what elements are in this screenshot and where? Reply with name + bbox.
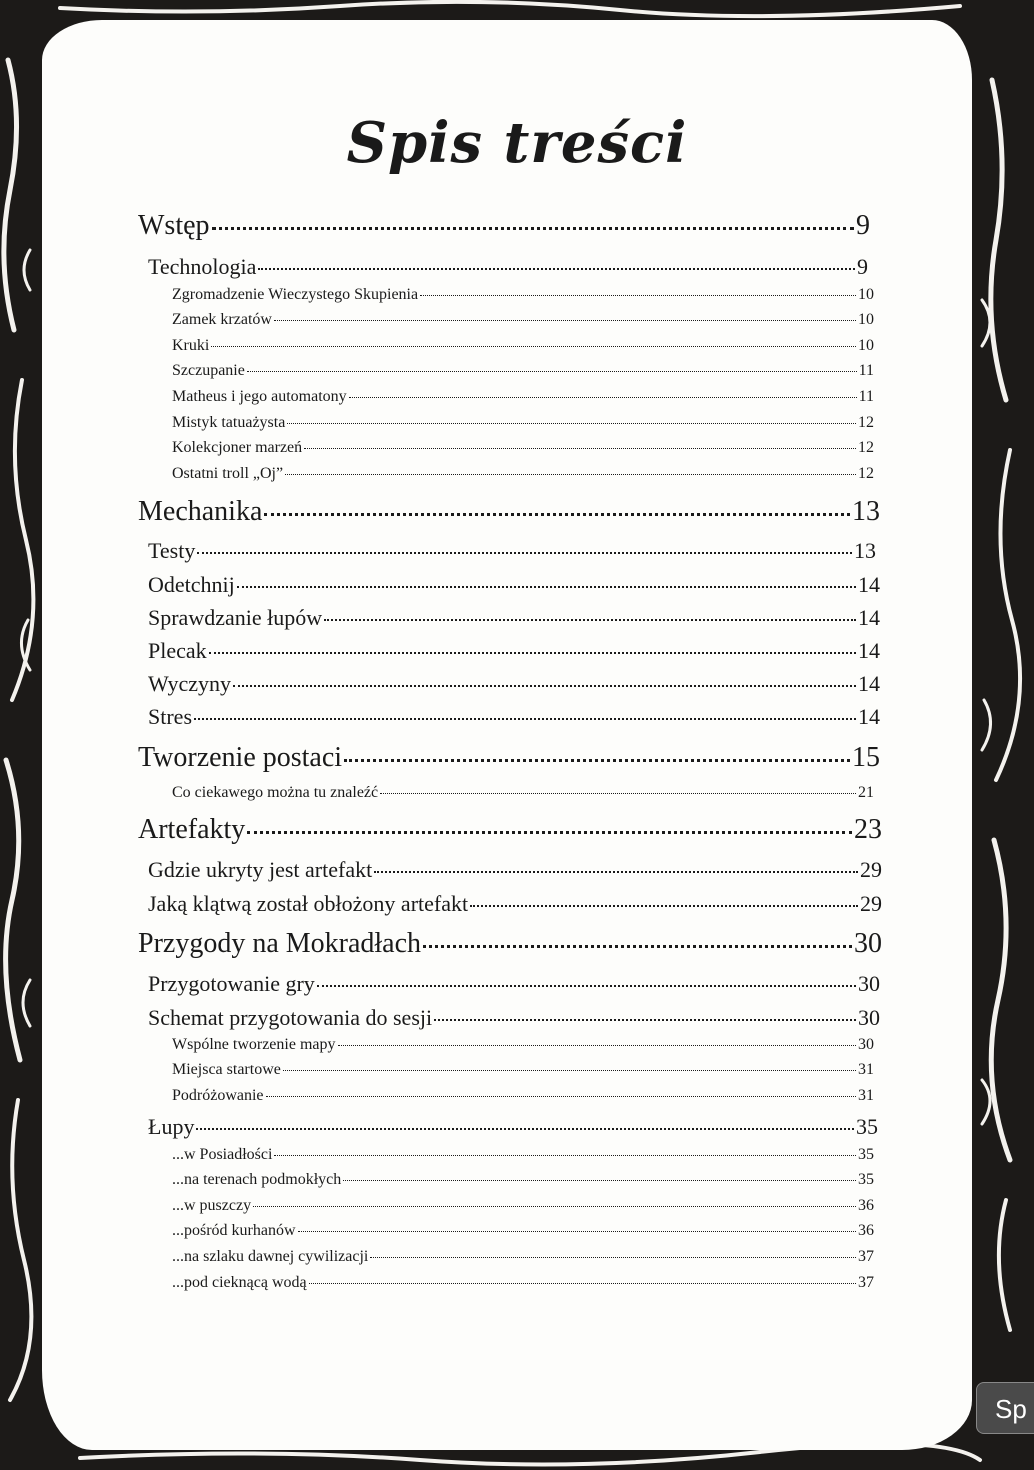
toc-entry[interactable] — [148, 254, 868, 280]
toc-entry-label: Tworzenie postaci — [138, 742, 343, 773]
toc-entry-page: 21 — [858, 784, 874, 801]
dot-leader — [264, 513, 850, 516]
toc-entry-page: 29 — [860, 891, 882, 916]
toc-entry-page: 37 — [858, 1274, 874, 1291]
dot-leader — [374, 871, 858, 873]
dot-leader — [434, 1019, 856, 1021]
toc-entry-page: 35 — [858, 1146, 874, 1163]
toc-entry[interactable] — [172, 388, 874, 406]
dot-leader — [233, 685, 856, 687]
toc-entry-page: 35 — [858, 1171, 874, 1188]
toc-entry[interactable] — [148, 857, 882, 883]
toc-entry-label: Szczupanie — [172, 362, 245, 379]
dot-leader — [247, 831, 852, 834]
dot-leader — [338, 1045, 857, 1046]
toc-entry[interactable] — [138, 928, 882, 960]
toc-entry-label: Ostatni troll „Oj” — [172, 465, 284, 482]
toc-entry[interactable] — [148, 971, 880, 997]
toc-entry-page: 31 — [858, 1087, 874, 1104]
dot-leader — [212, 227, 854, 230]
toc-entry-page: 30 — [858, 1036, 874, 1053]
dot-leader — [370, 1257, 856, 1258]
dot-leader — [274, 1155, 856, 1156]
toc-entry[interactable] — [138, 210, 870, 242]
toc-entry-page: 13 — [852, 496, 880, 527]
dot-leader — [344, 759, 850, 762]
toc-entry-label: Co ciekawego można tu znaleźć — [172, 784, 379, 801]
dot-leader — [420, 295, 856, 296]
toc-entry[interactable] — [172, 1222, 874, 1240]
toc-entry[interactable] — [148, 704, 880, 730]
toc-entry-label: Zgromadzenie Wieczystego Skupienia — [172, 286, 419, 303]
toc-entry[interactable] — [172, 286, 874, 304]
toc-entry[interactable] — [172, 465, 874, 483]
dot-leader — [285, 474, 856, 475]
toc-entry-page: 36 — [858, 1222, 874, 1239]
toc-entry-page: 30 — [858, 971, 880, 996]
dot-leader — [197, 552, 852, 554]
page-title: Spis treści — [346, 110, 688, 176]
dot-leader — [211, 346, 856, 347]
toc-entry-label: Kruki — [172, 337, 210, 354]
dot-leader — [209, 652, 856, 654]
toc-entry-label: Plecak — [148, 638, 207, 663]
toc-entry-label: Artefakty — [138, 814, 246, 845]
toc-entry-label: ...pod cieknącą wodą — [172, 1274, 307, 1291]
toc-entry-page: 12 — [858, 414, 874, 431]
toc-entry-label: Gdzie ukryty jest artefakt — [148, 857, 373, 882]
toc-entry-page: 30 — [858, 1005, 880, 1030]
toc-entry[interactable] — [172, 311, 874, 329]
toc-entry-label: ...w Posiadłości — [172, 1146, 273, 1163]
toc-entry-label: Wstęp — [138, 210, 210, 241]
toc-entry-page: 30 — [854, 928, 882, 959]
toc-entry-label: ...na terenach podmokłych — [172, 1171, 342, 1188]
toc-entry-page: 12 — [858, 465, 874, 482]
toc-entry-label: ...pośród kurhanów — [172, 1222, 296, 1239]
toc-entry[interactable] — [172, 337, 874, 355]
toc-entry-page: 14 — [858, 704, 880, 729]
toc-entry-label: Jaką klątwą został obłożony artefakt — [148, 891, 469, 916]
toc-entry-label: Sprawdzanie łupów — [148, 605, 323, 630]
toc-entry[interactable] — [148, 1114, 878, 1140]
toc-entry-label: Odetchnij — [148, 572, 235, 597]
dot-leader — [253, 1206, 856, 1207]
toc-entry-page: 10 — [858, 286, 874, 303]
dot-leader — [247, 371, 857, 372]
toc-entry[interactable] — [172, 1146, 874, 1164]
toc-entry-label: Matheus i jego automatony — [172, 388, 347, 405]
toc-entry-page: 13 — [854, 538, 876, 563]
toc-entry-page: 14 — [858, 605, 880, 630]
toc-entry-label: Wyczyny — [148, 671, 231, 696]
toc-entry[interactable] — [172, 1087, 874, 1105]
toc-entry-page: 11 — [858, 362, 874, 379]
corner-tab[interactable]: Sp — [976, 1382, 1034, 1434]
toc-entry-label: Technologia — [148, 254, 257, 279]
toc-entry-label: Przygotowanie gry — [148, 971, 315, 996]
toc-entry-label: ...w puszczy — [172, 1197, 252, 1214]
toc-entry-label: Mechanika — [138, 496, 263, 527]
toc-entry[interactable] — [148, 671, 880, 697]
toc-entry-page: 12 — [858, 439, 874, 456]
toc-entry-page: 15 — [852, 742, 880, 773]
toc-entry[interactable] — [172, 1061, 874, 1079]
toc-entry-page: 10 — [858, 311, 874, 328]
toc-entry-label: Podróżowanie — [172, 1087, 264, 1104]
toc-entry[interactable] — [172, 1248, 874, 1266]
dot-leader — [194, 718, 856, 720]
dot-leader — [287, 423, 856, 424]
toc-entry-page: 29 — [860, 857, 882, 882]
toc-entry[interactable] — [172, 439, 874, 457]
toc-entry[interactable] — [172, 362, 874, 380]
toc-entry[interactable] — [172, 1036, 874, 1054]
toc-entry-page: 9 — [857, 254, 868, 279]
toc-entry[interactable] — [172, 1274, 874, 1292]
dot-leader — [258, 268, 855, 270]
dot-leader — [380, 793, 856, 794]
dot-leader — [196, 1128, 854, 1130]
toc-entry[interactable] — [148, 605, 880, 631]
dot-leader — [237, 586, 856, 588]
toc-entry-label: Miejsca startowe — [172, 1061, 281, 1078]
dot-leader — [470, 905, 858, 907]
toc-entry-label: Łupy — [148, 1114, 195, 1139]
toc-entry-page: 14 — [858, 671, 880, 696]
dot-leader — [266, 1096, 856, 1097]
toc-entry[interactable] — [148, 638, 880, 664]
toc-entry[interactable] — [172, 414, 874, 432]
toc-entry-label: Testy — [148, 538, 196, 563]
dot-leader — [304, 448, 856, 449]
toc-entry-page: 14 — [858, 572, 880, 597]
dot-leader — [423, 945, 852, 948]
dot-leader — [324, 619, 856, 621]
toc-entry[interactable] — [172, 1197, 874, 1215]
toc-entry-label: Schemat przygotowania do sesji — [148, 1005, 433, 1030]
toc-entry-page: 14 — [858, 638, 880, 663]
toc-entry[interactable] — [148, 1005, 880, 1031]
toc-entry-label: Stres — [148, 704, 192, 729]
dot-leader — [274, 320, 856, 321]
toc-entry-label: Wspólne tworzenie mapy — [172, 1036, 336, 1053]
toc-entry-label: Kolekcjoner marzeń — [172, 439, 303, 456]
toc-entry-page: 36 — [858, 1197, 874, 1214]
toc-entry-page: 35 — [856, 1114, 878, 1139]
toc-entry-page: 10 — [858, 337, 874, 354]
dot-leader — [283, 1070, 856, 1071]
toc-entry[interactable] — [148, 891, 882, 917]
dot-leader — [309, 1283, 856, 1284]
toc-entry-label: Przygody na Mokradłach — [138, 928, 422, 959]
toc-entry[interactable] — [138, 742, 880, 774]
toc-entry-page: 31 — [858, 1061, 874, 1078]
toc-entry-label: Zamek krzatów — [172, 311, 272, 328]
toc-entry-page: 11 — [858, 388, 874, 405]
dot-leader — [317, 985, 856, 987]
dot-leader — [349, 397, 857, 398]
dot-leader — [343, 1180, 856, 1181]
toc-entry[interactable] — [138, 814, 882, 846]
toc-entry[interactable] — [172, 784, 874, 802]
toc-entry-page: 37 — [858, 1248, 874, 1265]
toc-entry[interactable] — [172, 1171, 874, 1189]
toc-entry[interactable] — [148, 538, 876, 564]
toc-entry[interactable] — [138, 496, 880, 528]
toc-entry-page: 9 — [856, 210, 870, 241]
toc-entry-label: Mistyk tatuażysta — [172, 414, 286, 431]
toc-entry-label: ...na szlaku dawnej cywilizacji — [172, 1248, 369, 1265]
toc-entry[interactable] — [148, 572, 880, 598]
toc-entry-page: 23 — [854, 814, 882, 845]
dot-leader — [298, 1231, 856, 1232]
